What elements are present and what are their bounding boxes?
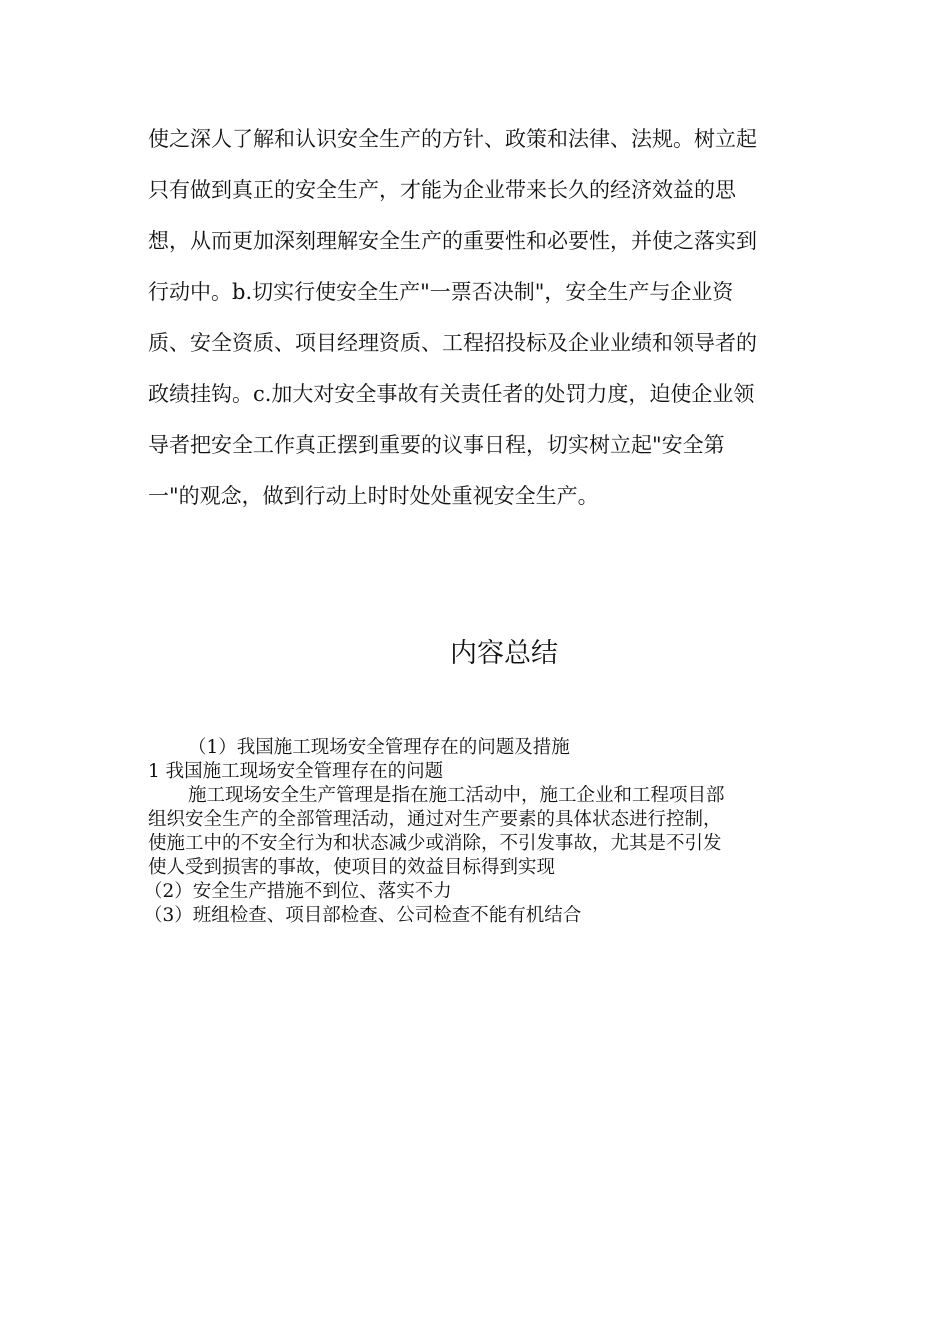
summary-subheading: 1 我国施工现场安全管理存在的问题 xyxy=(148,761,444,782)
summary-paragraph-line: 组织安全生产的全部管理活动，通过对生产要素的具体状态进行控制， xyxy=(148,809,722,830)
summary-title: 内容总结 xyxy=(450,638,558,669)
summary-item-1: （1）我国施工现场安全管理存在的问题及措施 xyxy=(188,737,570,758)
body-paragraph xyxy=(148,114,808,522)
summary-section xyxy=(144,736,808,928)
summary-item-2: （2）安全生产措施不到位、落实不力 xyxy=(144,881,452,902)
body-line: 想，从而更加深刻理解安全生产的重要性和必要性，并使之落实到 xyxy=(148,229,757,253)
body-line: 质、安全资质、项目经理资质、工程招投标及企业业绩和领导者的 xyxy=(148,331,757,355)
summary-paragraph-line: 使人受到损害的事故，使项目的效益目标得到实现 xyxy=(148,857,556,878)
body-line: 导者把安全工作真正摆到重要的议事日程，切实树立起"安全第 xyxy=(148,433,725,457)
body-line: 只有做到真正的安全生产，才能为企业带来长久的经济效益的思 xyxy=(148,178,736,202)
summary-item-3: （3）班组检查、项目部检查、公司检查不能有机结合 xyxy=(144,905,582,926)
summary-paragraph-line: 施工现场安全生产管理是指在施工活动中，施工企业和工程项目部 xyxy=(188,785,725,806)
body-line: 使之深人了解和认识安全生产的方针、政策和法律、法规。树立起 xyxy=(148,127,757,151)
body-line: 政绩挂钩。c.加大对安全事故有关责任者的处罚力度，迫使企业领 xyxy=(148,382,755,406)
body-line: 行动中。b.切实行使安全生产"一票否决制"，安全生产与企业资 xyxy=(148,280,734,304)
summary-paragraph-line: 使施工中的不安全行为和状态减少或消除，不引发事故，尤其是不引发 xyxy=(148,833,722,854)
body-line: 一"的观念，做到行动上时时处处重视安全生产。 xyxy=(148,484,599,508)
